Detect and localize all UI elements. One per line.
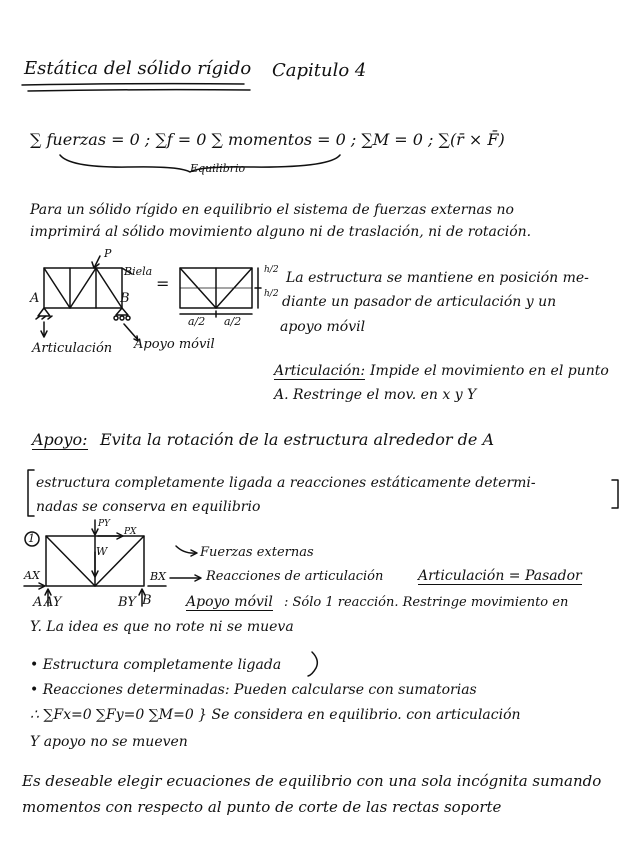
truss-diagram-2 bbox=[24, 520, 201, 606]
diag2-apoyo-movil-title: Apoyo móvil bbox=[186, 594, 273, 610]
equilibrium-brace-label: Equilibrio bbox=[190, 162, 246, 175]
diag1-dim-h1: h/2 bbox=[264, 265, 279, 275]
diag2-label-b: B bbox=[142, 593, 152, 608]
bullets-brace bbox=[308, 652, 317, 676]
diag2-label-ay: AY bbox=[44, 595, 62, 610]
diag2-label-a: A bbox=[33, 595, 43, 610]
articulacion-line-2: A. Restringe el mov. en x y Y bbox=[274, 387, 477, 403]
structure-line-2: diante un pasador de articulación y un bbox=[282, 294, 557, 310]
diag2-circle-number: 1 bbox=[28, 532, 35, 545]
equilibrium-brace bbox=[60, 155, 340, 175]
diag2-apoyo-movil-text: : Sólo 1 reacción. Restringe movimiento en bbox=[284, 595, 569, 610]
truss-diagram-1b bbox=[180, 268, 261, 317]
diag2-label-py: PY bbox=[98, 519, 110, 529]
intro-line-1: Para un sólido rígido en equilibrio el sistema de fuerzas externas no bbox=[30, 202, 514, 218]
diag2-label-px: PX bbox=[124, 527, 137, 537]
footer-line-1: Es deseable elegir ecuaciones de equilibrio con una sola incógnita sumando bbox=[22, 772, 602, 790]
intro-line-2: imprimirá al sólido movimiento alguno ni de traslación, ni de rotación. bbox=[30, 224, 532, 240]
diag1-label-equals: = bbox=[156, 274, 170, 293]
bracket-note-line-1: estructura completamente ligada a reacciones estáticamente determi- bbox=[36, 475, 536, 491]
title-underline bbox=[22, 84, 244, 85]
diag1-dim-a1: a/2 bbox=[188, 315, 206, 328]
diag1-label-biela: Biela bbox=[124, 265, 153, 278]
structure-line-1: La estructura se mantiene en posición me- bbox=[286, 270, 589, 286]
title-underline-2 bbox=[28, 90, 250, 91]
bullet-3: ∴ ∑Fx=0 ∑Fy=0 ∑M=0 } Se considera en equilibrio. con articulación bbox=[30, 707, 521, 723]
structure-line-3: apoyo móvil bbox=[280, 319, 366, 335]
chapter-label: Capitulo 4 bbox=[272, 60, 367, 81]
right-bracket bbox=[612, 480, 618, 508]
diag1-label-a: A bbox=[30, 291, 40, 306]
diag1-label-apoyo: Apoyo móvil bbox=[134, 337, 215, 352]
page-title: Estática del sólido rígido bbox=[24, 58, 252, 79]
diag1-dim-h2: h/2 bbox=[264, 289, 279, 299]
diag2-reacciones: Reacciones de articulación bbox=[206, 569, 384, 584]
bullet-1: • Estructura completamente ligada bbox=[30, 657, 282, 673]
articulacion-title: Articulación: bbox=[274, 363, 366, 379]
apoyo-text: Evita la rotación de la estructura alrededor de A bbox=[100, 430, 494, 449]
bracket-note-line-2: nadas se conserva en equilibrio bbox=[36, 499, 261, 515]
left-bracket bbox=[28, 470, 34, 516]
articulacion-line-1: Impide el movimiento en el punto bbox=[370, 363, 609, 379]
diag2-label-bx: BX bbox=[150, 570, 166, 583]
diag1-label-p: P bbox=[104, 247, 112, 260]
footer-line-2: momentos con respecto al punto de corte de las rectas soporte bbox=[22, 798, 502, 816]
bullet-2: • Reacciones determinadas: Pueden calcularse con sumatorias bbox=[30, 682, 477, 698]
diag1-dim-a2: a/2 bbox=[224, 315, 242, 328]
truss-diagram-1 bbox=[36, 256, 138, 341]
diag2-label-by: BY bbox=[118, 595, 136, 610]
diag1-label-articulacion: Articulación bbox=[32, 341, 113, 356]
diag2-apoyo-line-2: Y. La idea es que no rote ni se mueva bbox=[30, 619, 294, 635]
equilibrium-equations: ∑ fuerzas = 0 ; ∑f = 0 ∑ momentos = 0 ; ∑M = 0 ; ∑(r̄ × F̄) bbox=[30, 130, 505, 149]
diag2-label-ax: AX bbox=[24, 569, 40, 582]
diag1-label-b: B bbox=[120, 291, 130, 306]
diag2-label-w: W bbox=[96, 545, 108, 558]
diag2-pasador: Articulación = Pasador bbox=[418, 568, 582, 584]
bullet-3-continuation: Y apoyo no se mueven bbox=[30, 734, 188, 750]
apoyo-title: Apoyo: bbox=[32, 430, 88, 449]
diag2-fuerzas-externas: Fuerzas externas bbox=[200, 545, 314, 560]
